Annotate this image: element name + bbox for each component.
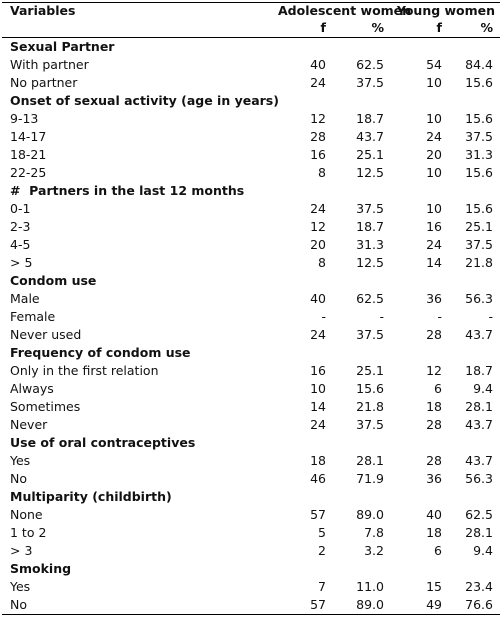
cell-adolescent-f: 20 [310,237,326,252]
row-label: Female [10,309,56,324]
cell-young-pct: 23.4 [465,579,493,594]
row-label: 22-25 [10,165,47,180]
table-row [2,254,500,272]
cell-young-pct: 21.8 [465,255,493,270]
table-row [2,290,500,308]
cell-young-f: 36 [426,471,442,486]
row-label: No partner [10,75,78,90]
table-row [2,542,500,560]
cell-young-f: 6 [434,543,442,558]
category-label: Condom use [10,273,97,288]
cell-adolescent-f: 5 [318,525,326,540]
cell-adolescent-f: 28 [310,129,326,144]
header-adolescent-pct: % [326,19,384,38]
cell-young-pct: 62.5 [465,507,493,522]
row-label: 9-13 [10,111,39,126]
table-row [2,218,500,236]
row-label: Always [10,381,54,396]
cell-adolescent-f: 8 [318,255,326,270]
cell-young-pct: 37.5 [465,129,493,144]
cell-adolescent-pct: 18.7 [356,111,384,126]
cell-adolescent-f: 12 [310,219,326,234]
category-row [2,488,500,506]
header-adolescent-f: f [268,19,326,38]
table-row [2,470,500,488]
row-label: Only in the first relation [10,363,159,378]
row-label: 14-17 [10,129,47,144]
cell-young-pct: 25.1 [465,219,493,234]
cell-adolescent-f: 14 [310,399,326,414]
cell-adolescent-pct: 62.5 [356,57,384,72]
cell-young-f: 24 [426,129,442,144]
cell-young-f: 49 [384,596,442,615]
cell-young-f: 18 [426,399,442,414]
cell-young-pct: 43.7 [465,453,493,468]
row-label: Never [10,417,48,432]
category-row [2,38,500,57]
row-label: > 3 [10,543,33,558]
table-row [2,326,500,344]
cell-adolescent-pct: 18.7 [356,219,384,234]
header-young-pct: % [442,19,500,38]
cell-young-pct: 43.7 [465,417,493,432]
cell-young-pct: - [488,309,493,324]
cell-young-pct: 31.3 [465,147,493,162]
cell-young-f: 54 [426,57,442,72]
cell-adolescent-pct: 25.1 [356,363,384,378]
row-label: Male [10,291,40,306]
cell-adolescent-pct: 62.5 [356,291,384,306]
row-label: 0-1 [10,201,31,216]
table-row [2,164,500,182]
category-row [2,434,500,452]
header-young-f: f [384,19,442,38]
table-row [2,452,500,470]
category-row [2,560,500,578]
row-label: No [2,596,268,615]
cell-young-pct: 28.1 [465,399,493,414]
table-row [2,578,500,596]
cell-adolescent-f: 40 [310,291,326,306]
table-row [2,146,500,164]
category-row [2,272,500,290]
cell-adolescent-pct: 21.8 [356,399,384,414]
header-row-units [2,19,500,38]
cell-young-pct: 28.1 [465,525,493,540]
cell-young-f: 12 [426,363,442,378]
cell-adolescent-f: 57 [310,507,326,522]
table-row [2,398,500,416]
table-row [2,236,500,254]
cell-young-pct: 15.6 [465,75,493,90]
cell-adolescent-pct: 11.0 [356,579,384,594]
row-label: Yes [10,579,31,594]
data-table-container [2,2,500,615]
row-label: 2-3 [10,219,31,234]
category-label: Frequency of condom use [10,345,191,360]
cell-adolescent-f: 57 [268,596,326,615]
cell-adolescent-pct: 37.5 [356,327,384,342]
cell-adolescent-pct: 31.3 [356,237,384,252]
cell-adolescent-f: 8 [318,165,326,180]
cell-adolescent-pct: 37.5 [356,417,384,432]
table-row [2,362,500,380]
cell-young-f: 40 [426,507,442,522]
cell-adolescent-f: 24 [310,327,326,342]
cell-young-f: 10 [426,201,442,216]
cell-adolescent-f: 2 [318,543,326,558]
cell-young-f: 28 [426,453,442,468]
cell-young-f: 15 [426,579,442,594]
cell-young-pct: 76.6 [442,596,500,615]
cell-young-f: 10 [426,111,442,126]
header-row-groups [2,2,500,19]
cell-adolescent-f: 24 [310,75,326,90]
cell-adolescent-f: 24 [310,417,326,432]
table-row [2,506,500,524]
cell-adolescent-pct: 28.1 [356,453,384,468]
cell-adolescent-f: 10 [310,381,326,396]
cell-adolescent-f: 7 [318,579,326,594]
category-label: # Partners in the last 12 months [10,183,245,198]
cell-young-pct: 84.4 [465,57,493,72]
cell-young-pct: 37.5 [465,237,493,252]
table-row [2,416,500,434]
cell-adolescent-pct: 37.5 [356,75,384,90]
row-label: 1 to 2 [10,525,47,540]
header-variables: Variables [10,3,76,18]
row-label: With partner [10,57,89,72]
row-label: None [10,507,43,522]
cell-young-f: 28 [426,327,442,342]
cell-young-pct: 56.3 [465,291,493,306]
cell-adolescent-pct: 12.5 [356,255,384,270]
row-label: No [10,471,27,486]
cell-young-f: 36 [426,291,442,306]
cell-adolescent-f: 16 [310,363,326,378]
cell-young-f: 18 [426,525,442,540]
cell-adolescent-pct: 12.5 [356,165,384,180]
cell-adolescent-f: 18 [310,453,326,468]
data-table [2,2,500,615]
row-label: Yes [10,453,31,468]
category-label: Use of oral contraceptives [10,435,196,450]
cell-adolescent-pct: 89.0 [326,596,384,615]
cell-adolescent-pct: 25.1 [356,147,384,162]
category-label: Multiparity (childbirth) [10,489,172,504]
row-label: Never used [10,327,82,342]
cell-young-f: 10 [426,75,442,90]
table-row [2,128,500,146]
cell-adolescent-pct: 89.0 [356,507,384,522]
row-label: 4-5 [10,237,31,252]
cell-young-f: 20 [426,147,442,162]
cell-adolescent-f: 12 [310,111,326,126]
cell-young-f: - [437,309,442,324]
row-label: 18-21 [10,147,47,162]
cell-young-f: 6 [434,381,442,396]
cell-adolescent-f: 40 [310,57,326,72]
cell-young-pct: 15.6 [465,111,493,126]
cell-adolescent-f: - [321,309,326,324]
cell-young-pct: 43.7 [465,327,493,342]
cell-adolescent-pct: 71.9 [356,471,384,486]
table-row [2,380,500,398]
cell-adolescent-pct: 3.2 [364,543,384,558]
category-label: Smoking [10,561,72,576]
cell-adolescent-pct: 15.6 [356,381,384,396]
table-row [2,74,500,92]
cell-adolescent-pct: - [379,309,384,324]
cell-adolescent-pct: 7.8 [364,525,384,540]
cell-young-pct: 9.4 [473,381,493,396]
cell-adolescent-f: 16 [310,147,326,162]
category-row [2,182,500,200]
row-label: > 5 [10,255,33,270]
cell-adolescent-f: 46 [310,471,326,486]
header-adolescent-women: Adolescent women [278,3,412,18]
table-row [2,110,500,128]
cell-adolescent-pct: 43.7 [356,129,384,144]
cell-young-f: 24 [426,237,442,252]
header-young-women: Young women [396,3,496,18]
cell-young-f: 28 [426,417,442,432]
cell-young-f: 16 [426,219,442,234]
cell-young-f: 14 [426,255,442,270]
table-body [2,38,500,615]
cell-young-pct: 9.4 [473,543,493,558]
cell-adolescent-pct: 37.5 [356,201,384,216]
cell-adolescent-f: 24 [310,201,326,216]
category-label: Sexual Partner [10,39,115,54]
table-row [2,56,500,74]
table-row [2,596,500,615]
cell-young-pct: 18.7 [465,363,493,378]
header-blank [2,19,268,38]
row-label: Sometimes [10,399,81,414]
category-label: Onset of sexual activity (age in years) [10,93,279,108]
cell-young-pct: 56.3 [465,471,493,486]
cell-young-pct: 15.6 [465,165,493,180]
category-row [2,344,500,362]
cell-young-f: 10 [426,165,442,180]
cell-young-pct: 15.6 [465,201,493,216]
table-row [2,308,500,326]
table-row [2,524,500,542]
table-row [2,200,500,218]
category-row [2,92,500,110]
